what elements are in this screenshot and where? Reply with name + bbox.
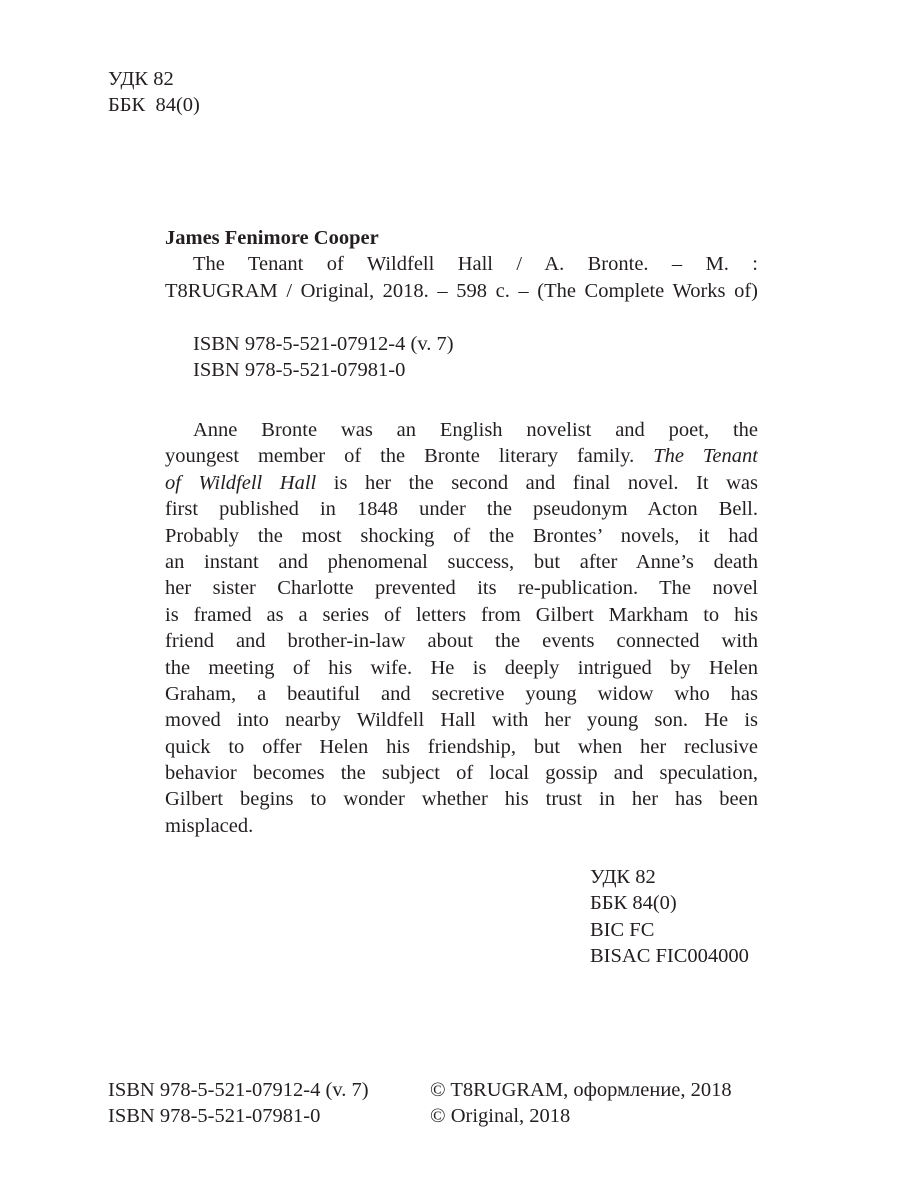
abstract-line: [165, 575, 758, 601]
title-line: The Tenant of Wildfell Hall / A. Bronte. – M. :: [193, 253, 758, 276]
udk-code: УДК 82: [590, 866, 656, 888]
isbn-volume: ISBN 978-5-521-07912-4 (v. 7): [108, 1079, 369, 1101]
bibliographic-record: [165, 225, 758, 304]
abstract-text: quick to offer Helen his friendship, but when her reclusive: [165, 735, 758, 758]
abstract-line: [165, 443, 758, 469]
bic-code: BIC FC: [590, 918, 655, 941]
bbk-code: ББК 84(0): [590, 892, 677, 915]
isbn-set: ISBN 978-5-521-07981-0: [108, 1105, 321, 1128]
abstract-text: misplaced.: [165, 814, 254, 837]
abstract-line: [165, 628, 758, 654]
abstract-text: Anne Bronte was an English novelist and poet, the: [193, 419, 758, 441]
abstract-line: [165, 417, 758, 443]
abstract-text: Gilbert begins to wonder whether his trust in her has been: [165, 788, 758, 811]
abstract-line: [165, 786, 758, 812]
isbn-volume: ISBN 978-5-521-07912-4 (v. 7): [193, 333, 454, 355]
bisac-code: BISAC FIC004000: [590, 945, 749, 968]
publisher-line: T8RUGRAM / Original, 2018. – 598 c. – (The Complete Works of): [165, 279, 758, 302]
top-codes: [108, 66, 200, 119]
footer-copyright: [430, 1077, 732, 1130]
abstract-text: youngest member of the Bronte literary family.: [165, 445, 654, 468]
abstract-text: is her the second and final novel. It was: [316, 471, 758, 494]
abstract-line: [165, 549, 758, 575]
abstract-line: [165, 655, 758, 681]
abstract-text: the meeting of his wife. He is deeply intrigued by Helen: [165, 656, 758, 679]
book-title-italic: The Tenant: [653, 445, 758, 468]
abstract-line: [165, 602, 758, 628]
isbn-block: [193, 331, 454, 384]
abstract-text: her sister Charlotte prevented its re-publication. The novel: [165, 577, 758, 600]
abstract-text: Probably the most shocking of the Brontes’ novels, it had: [165, 524, 758, 547]
footer-isbn: [108, 1077, 369, 1130]
abstract-text: an instant and phenomenal success, but after Anne’s death: [165, 550, 758, 573]
bbk-code: ББК 84(0): [108, 94, 200, 117]
abstract-line: [165, 523, 758, 549]
copyright-original: © Original, 2018: [430, 1105, 571, 1128]
abstract-line: [165, 681, 758, 707]
author-name: James Fenimore Cooper: [165, 227, 379, 249]
abstract-line: [165, 707, 758, 733]
abstract-text: Graham, a beautiful and secretive young widow who has: [165, 682, 758, 705]
udk-code: УДК 82: [108, 68, 174, 90]
classification-codes: [590, 864, 749, 970]
abstract-text: friend and brother-in-law about the events connected with: [165, 630, 758, 653]
abstract-line: [165, 496, 758, 522]
abstract-text: is framed as a series of letters from Gilbert Markham to his: [165, 603, 758, 626]
abstract-line: [165, 470, 758, 496]
abstract-text: first published in 1848 under the pseudonym Acton Bell.: [165, 498, 758, 521]
abstract-text: moved into nearby Wildfell Hall with her young son. He is: [165, 709, 758, 732]
abstract-line: [165, 734, 758, 760]
abstract-line: [165, 813, 758, 839]
abstract-paragraph: [165, 417, 758, 839]
copyright-design: © T8RUGRAM, оформление, 2018: [430, 1079, 732, 1101]
abstract-line: [165, 760, 758, 786]
abstract-text: behavior becomes the subject of local gossip and speculation,: [165, 762, 758, 785]
book-title-italic: of Wildfell Hall: [165, 471, 317, 494]
isbn-set: ISBN 978-5-521-07981-0: [193, 359, 406, 382]
